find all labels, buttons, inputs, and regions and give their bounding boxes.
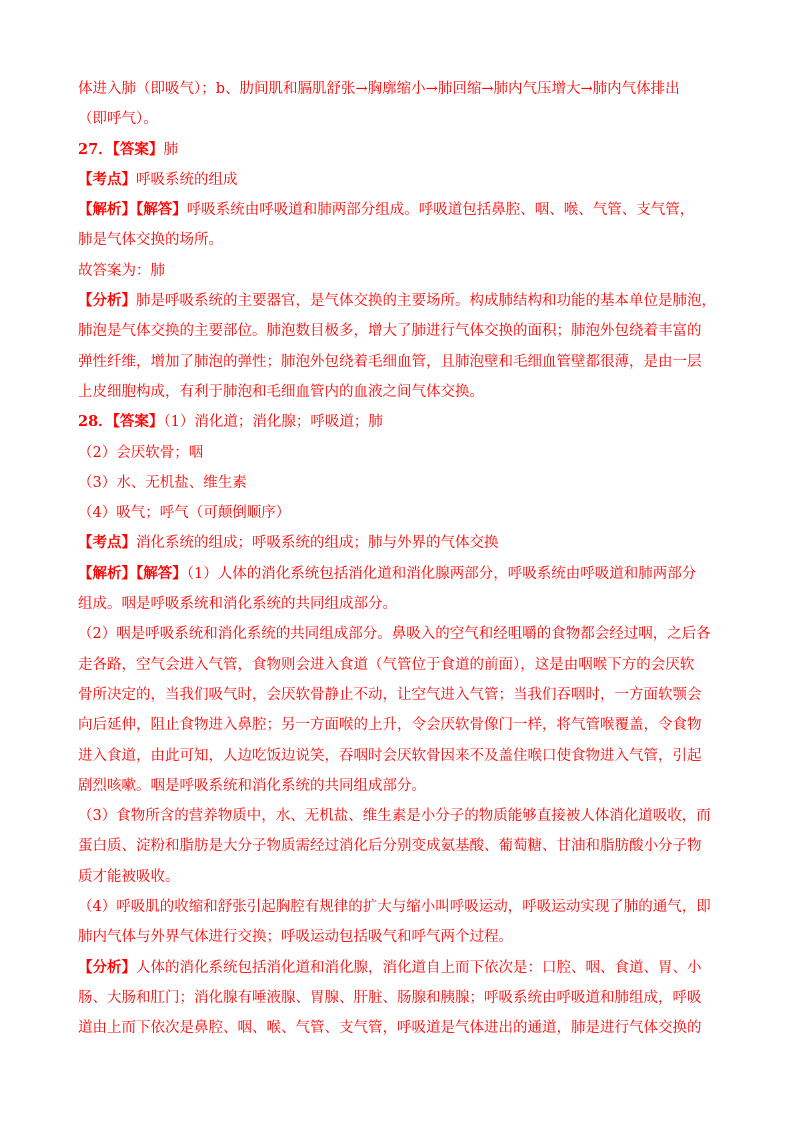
text-line <box>78 710 726 740</box>
line-text: （3）食物所含的营养物质中，水、无机盐、维生素是小分子的物质能够直接被人体消化道吸收，而 <box>78 808 711 825</box>
line-heading: 【分析】 <box>78 958 136 976</box>
text-line <box>78 225 726 255</box>
line-text: 体进入肺（即吸气）；b、肋间肌和膈肌舒张→胸廓缩小→肺回缩→肺内气压增大→肺内气体排出 <box>78 81 680 97</box>
text-line <box>78 377 726 407</box>
text-line <box>78 559 726 589</box>
line-heading: 28．【答案】 <box>78 413 164 431</box>
line-text: （4）吸气；呼气（可颠倒顺序） <box>78 505 291 522</box>
line-heading: 【考点】 <box>78 534 136 552</box>
text-line <box>78 741 726 771</box>
text-line <box>78 862 726 892</box>
text-line <box>78 680 726 710</box>
text-line <box>78 771 726 801</box>
line-text: 肺是气体交换的场所。 <box>78 232 223 249</box>
line-text: （2）咽是呼吸系统和消化系统的共同组成部分。鼻吸入的空气和经咀嚼的食物都会经过咽，之后各 <box>78 626 711 643</box>
line-text: （3）水、无机盐、维生素 <box>78 474 247 491</box>
text-line <box>78 983 726 1013</box>
text-line <box>78 922 726 952</box>
text-line <box>78 650 726 680</box>
text-line <box>78 589 726 619</box>
text-line <box>78 953 726 983</box>
line-text: （即呼气）。 <box>78 111 158 128</box>
line-text: 肺内气体与外界气体进行交换；呼吸运动包括吸气和呼气两个过程。 <box>78 929 513 946</box>
text-line <box>78 256 726 286</box>
line-heading: 【解析】【解答】 <box>78 201 187 219</box>
text-line <box>78 831 726 861</box>
line-text: （1）人体的消化系统包括消化道和消化腺两部分，呼吸系统由呼吸道和肺两部分 <box>186 565 697 582</box>
line-text: 道由上而下依次是鼻腔、咽、喉、气管、支气管，呼吸道是气体进出的通道，肺是进行气体交换的 <box>78 1020 702 1037</box>
line-text: 骨所决定的，当我们吸气时，会厌软骨静止不动，让空气进入气管；当我们吞咽时，一方面软颚会 <box>78 686 702 703</box>
text-line <box>78 892 726 922</box>
line-heading: 【分析】 <box>78 292 136 310</box>
line-text: 人体的消化系统包括消化道和消化腺，消化道自上而下依次是：口腔、咽、食道、胃、小 <box>136 959 702 976</box>
line-text: 组成。咽是呼吸系统和消化系统的共同组成部分。 <box>78 596 397 613</box>
line-text: 故答案为：肺 <box>78 262 165 279</box>
line-text: 上皮细胞构成，有利于肺泡和毛细血管内的血液之间气体交换。 <box>78 383 484 400</box>
answer-page <box>78 74 726 1044</box>
line-text: 剧烈咳嗽。咽是呼吸系统和消化系统的共同组成部分。 <box>78 777 426 794</box>
line-text: 呼吸系统由呼吸道和肺两部分组成。呼吸道包括鼻腔、咽、喉、气管、支气管， <box>186 202 695 219</box>
text-line <box>78 74 726 104</box>
line-text: 走各路，空气会进入气管，食物则会进入食道（气管位于食道的前面），这是由咽喉下方的会厌软 <box>78 656 695 673</box>
text-line <box>78 104 726 134</box>
line-text: 向后延伸，阻止食物进入鼻腔；另一方面喉的上升，令会厌软骨像门一样，将气管喉覆盖，令食物 <box>78 717 702 734</box>
text-line <box>78 1013 726 1043</box>
line-text: 肺泡是气体交换的主要部位。肺泡数目极多，增大了肺进行气体交换的面积；肺泡外包绕着丰富的 <box>78 323 702 340</box>
line-text: 蛋白质、淀粉和脂肪是大分子物质需经过消化后分别变成氨基酸、葡萄糖、甘油和脂肪酸小分子物 <box>78 838 702 855</box>
line-text: 质才能被吸收。 <box>78 868 180 885</box>
line-heading: 【考点】 <box>78 170 136 188</box>
line-text: 肠、大肠和肛门；消化腺有唾液腺、胃腺、肝脏、肠腺和胰腺；呼吸系统由呼吸道和肺组成，呼吸 <box>78 989 702 1006</box>
line-text: （2）会厌软骨；咽 <box>78 444 204 461</box>
line-text: 弹性纤维，增加了肺泡的弹性；肺泡外包绕着毛细血管，且肺泡壁和毛细血管壁都很薄，是由一层 <box>78 353 702 370</box>
line-heading: 【解析】【解答】 <box>78 564 187 582</box>
text-line <box>78 195 726 225</box>
line-heading: 27．【答案】 <box>78 140 164 158</box>
line-text: 肺是呼吸系统的主要器官，是气体交换的主要场所。构成肺结构和功能的基本单位是肺泡， <box>136 293 716 310</box>
text-line <box>78 316 726 346</box>
line-text: 进入食道，由此可知，人边吃饭边说笑，吞咽时会厌软骨因来不及盖住喉口使食物进入气管，引起 <box>78 747 702 764</box>
text-line <box>78 165 726 195</box>
line-text: 呼吸系统的组成 <box>136 171 238 188</box>
question-28-answer <box>78 407 726 437</box>
text-line <box>78 286 726 316</box>
text-line <box>78 528 726 558</box>
text-line <box>78 438 726 468</box>
line-text: （4）呼吸肌的收缩和舒张引起胸腔有规律的扩大与缩小叫呼吸运动，呼吸运动实现了肺的通气，即 <box>78 899 711 916</box>
line-text: （1）消化道；消化腺；呼吸道；肺 <box>163 414 383 431</box>
text-line <box>78 468 726 498</box>
text-line <box>78 498 726 528</box>
text-line <box>78 619 726 649</box>
line-text: 消化系统的组成；呼吸系统的组成；肺与外界的气体交换 <box>136 535 499 552</box>
text-line <box>78 347 726 377</box>
text-line <box>78 801 726 831</box>
line-text: 肺 <box>163 141 178 158</box>
question-27-answer <box>78 135 726 165</box>
